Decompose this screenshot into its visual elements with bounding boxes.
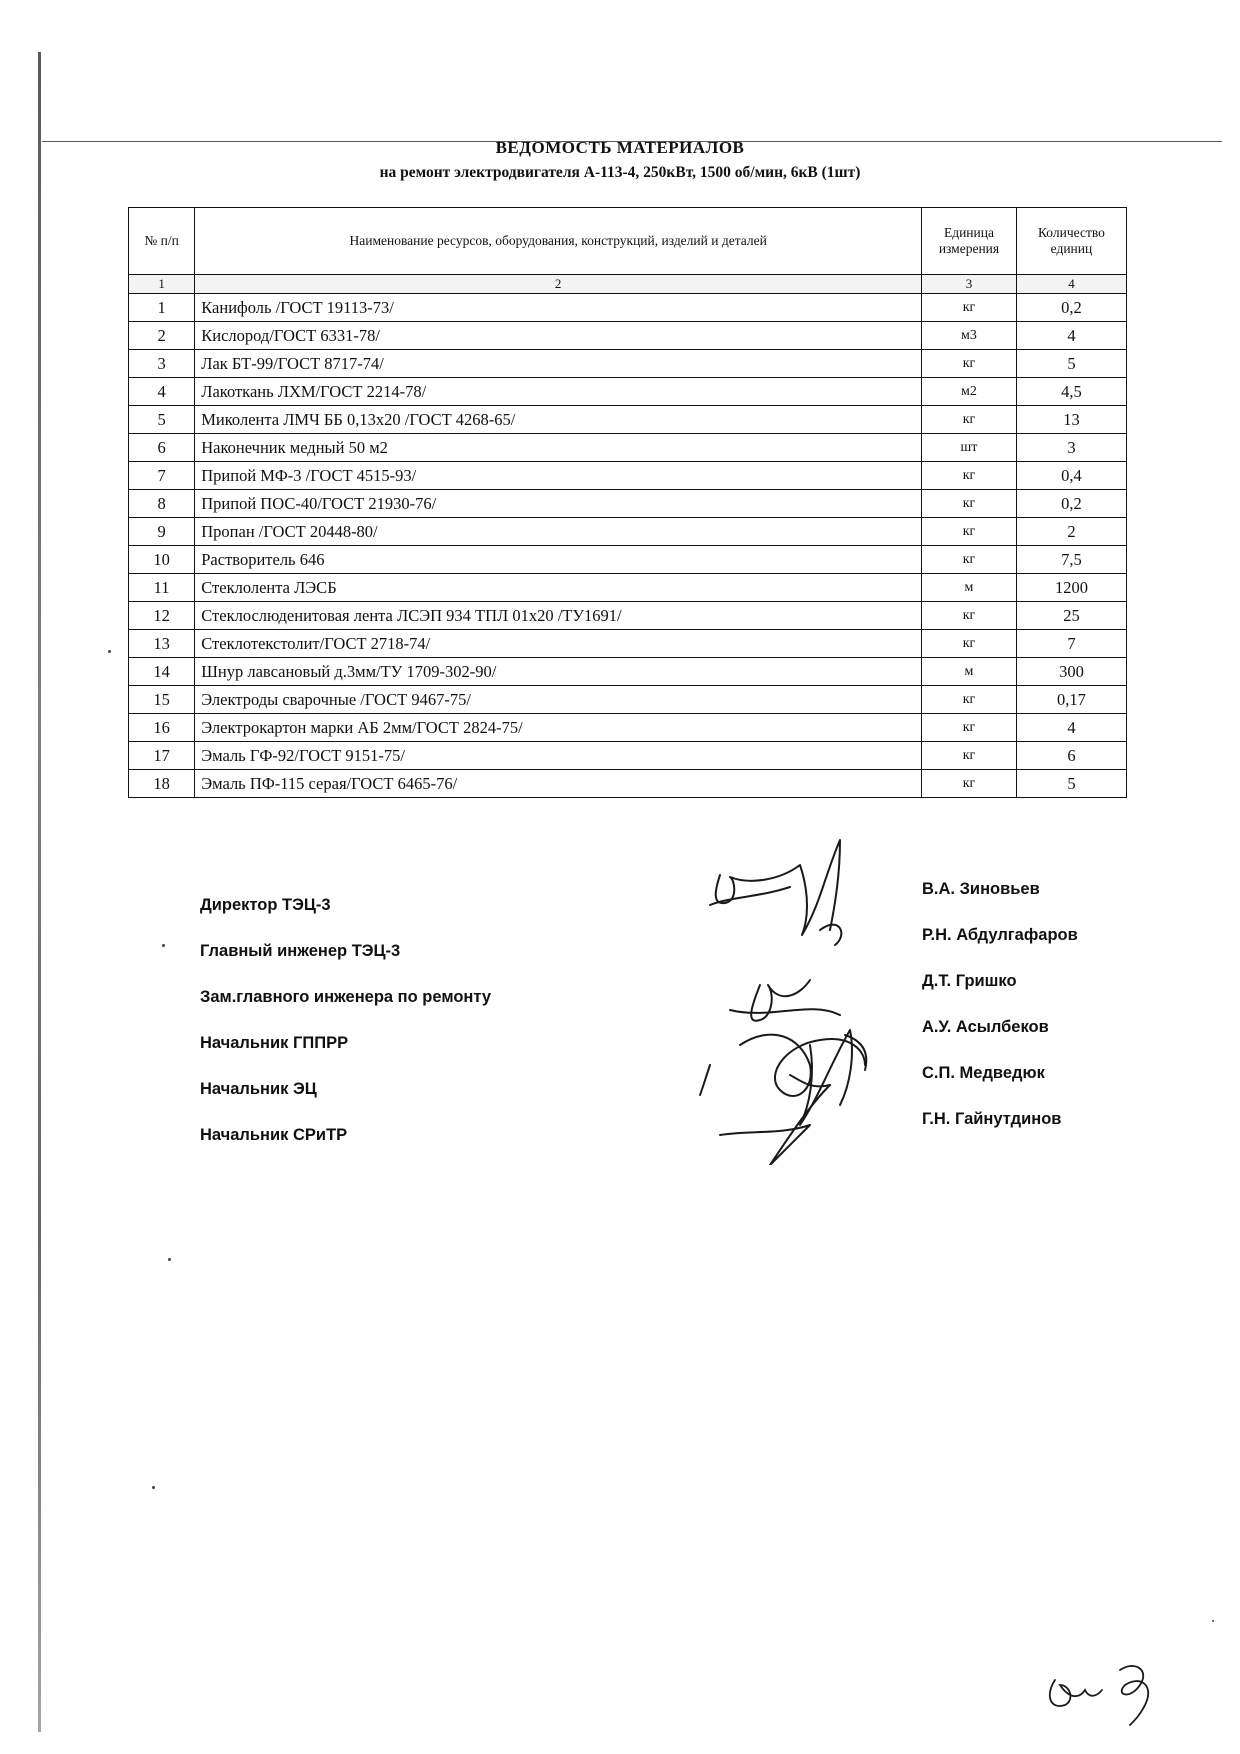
row-num: 14: [129, 658, 195, 686]
row-qty: 2: [1016, 518, 1126, 546]
table-header-row: [129, 208, 1127, 275]
column-number: 1: [129, 275, 195, 294]
signatory-name: В.А. Зиновьев: [922, 880, 1040, 898]
row-unit: кг: [922, 350, 1017, 378]
signatory-role: Начальник ЭЦ: [200, 1080, 317, 1098]
row-unit: кг: [922, 518, 1017, 546]
row-qty: 4: [1016, 322, 1126, 350]
row-qty: 5: [1016, 350, 1126, 378]
table-row: [129, 350, 1127, 378]
handwritten-initials-icon: [1040, 1650, 1180, 1730]
row-num: 7: [129, 462, 195, 490]
table-row: [129, 714, 1127, 742]
signatory-roles: [200, 882, 491, 1158]
row-qty: 5: [1016, 770, 1126, 798]
column-number-row: [129, 275, 1127, 294]
row-unit: кг: [922, 406, 1017, 434]
row-qty: 7: [1016, 630, 1126, 658]
row-unit: м: [922, 574, 1017, 602]
row-qty: 0,17: [1016, 686, 1126, 714]
row-name: Канифоль /ГОСТ 19113-73/: [195, 294, 922, 322]
row-num: 9: [129, 518, 195, 546]
table-row: [129, 490, 1127, 518]
row-qty: 3: [1016, 434, 1126, 462]
row-qty: 0,2: [1016, 490, 1126, 518]
table-row: [129, 378, 1127, 406]
row-name: Наконечник медный 50 м2: [195, 434, 922, 462]
row-num: 15: [129, 686, 195, 714]
row-qty: 0,4: [1016, 462, 1126, 490]
row-name: Шнур лавсановый д.3мм/ТУ 1709-302-90/: [195, 658, 922, 686]
signatory-role: Главный инженер ТЭЦ-3: [200, 942, 401, 960]
row-qty: 25: [1016, 602, 1126, 630]
signatory-name: Р.Н. Абдулгафаров: [922, 926, 1078, 944]
table-row: [129, 406, 1127, 434]
row-name: Эмаль ГФ-92/ГОСТ 9151-75/: [195, 742, 922, 770]
row-unit: кг: [922, 742, 1017, 770]
row-qty: 7,5: [1016, 546, 1126, 574]
row-num: 6: [129, 434, 195, 462]
handwritten-signatures-icon: [690, 835, 920, 1165]
table-row: [129, 770, 1127, 798]
signatory-role: Директор ТЭЦ-3: [200, 896, 331, 914]
row-name: Растворитель 646: [195, 546, 922, 574]
header-qty: Количество единиц: [1016, 208, 1126, 275]
row-num: 1: [129, 294, 195, 322]
table-row: [129, 686, 1127, 714]
row-unit: кг: [922, 490, 1017, 518]
row-name: Лакоткань ЛХМ/ГОСТ 2214-78/: [195, 378, 922, 406]
row-unit: м3: [922, 322, 1017, 350]
row-unit: кг: [922, 770, 1017, 798]
signatory-name: А.У. Асылбеков: [922, 1018, 1049, 1036]
row-name: Стеклослюденитовая лента ЛСЭП 934 ТПЛ 01х20 /ТУ1691/: [195, 602, 922, 630]
table-row: [129, 294, 1127, 322]
row-name: Электроды сварочные /ГОСТ 9467-75/: [195, 686, 922, 714]
table-row: [129, 546, 1127, 574]
row-qty: 6: [1016, 742, 1126, 770]
header-unit: Единица измерения: [922, 208, 1017, 275]
scan-edge-left: [38, 52, 41, 1732]
row-qty: 1200: [1016, 574, 1126, 602]
table-row: [129, 602, 1127, 630]
document-title: ВЕДОМОСТЬ МАТЕРИАЛОВ: [495, 138, 745, 157]
row-qty: 0,2: [1016, 294, 1126, 322]
row-num: 5: [129, 406, 195, 434]
column-number: 4: [1016, 275, 1126, 294]
row-num: 12: [129, 602, 195, 630]
scan-speck: [108, 650, 111, 653]
table-row: [129, 658, 1127, 686]
signatory-role: Начальник СРиТР: [200, 1126, 348, 1144]
signatory-name: С.П. Медведюк: [922, 1064, 1045, 1082]
row-unit: кг: [922, 602, 1017, 630]
materials-table: [128, 207, 1127, 798]
row-num: 3: [129, 350, 195, 378]
row-unit: кг: [922, 686, 1017, 714]
table-row: [129, 462, 1127, 490]
row-name: Припой МФ-3 /ГОСТ 4515-93/: [195, 462, 922, 490]
row-unit: шт: [922, 434, 1017, 462]
row-name: Лак БТ-99/ГОСТ 8717-74/: [195, 350, 922, 378]
row-qty: 4,5: [1016, 378, 1126, 406]
table-row: [129, 574, 1127, 602]
row-num: 8: [129, 490, 195, 518]
row-num: 16: [129, 714, 195, 742]
signatory-role: Зам.главного инженера по ремонту: [200, 988, 492, 1006]
column-number: 3: [922, 275, 1017, 294]
signatory-role: Начальник ГППРР: [200, 1034, 349, 1052]
scan-speck: [168, 1258, 171, 1261]
column-number: 2: [195, 275, 922, 294]
row-name: Пропан /ГОСТ 20448-80/: [195, 518, 922, 546]
row-num: 4: [129, 378, 195, 406]
row-name: Миколента ЛМЧ ББ 0,13х20 /ГОСТ 4268-65/: [195, 406, 922, 434]
row-name: Кислород/ГОСТ 6331-78/: [195, 322, 922, 350]
row-name: Припой ПОС-40/ГОСТ 21930-76/: [195, 490, 922, 518]
row-num: 11: [129, 574, 195, 602]
signatory-name: Г.Н. Гайнутдинов: [922, 1110, 1062, 1128]
header-num: № п/п: [129, 208, 195, 275]
document-subtitle: на ремонт электродвигателя А-113-4, 250кВт, 1500 об/мин, 6кВ (1шт): [379, 164, 861, 181]
row-name: Электрокартон марки АБ 2мм/ГОСТ 2824-75/: [195, 714, 922, 742]
row-name: Эмаль ПФ-115 серая/ГОСТ 6465-76/: [195, 770, 922, 798]
row-unit: кг: [922, 294, 1017, 322]
row-qty: 13: [1016, 406, 1126, 434]
table-row: [129, 518, 1127, 546]
row-num: 13: [129, 630, 195, 658]
header-name: Наименование ресурсов, оборудования, конструкций, изделий и деталей: [195, 208, 922, 275]
scan-speck: [1212, 1620, 1214, 1622]
row-num: 18: [129, 770, 195, 798]
row-unit: кг: [922, 546, 1017, 574]
row-unit: м2: [922, 378, 1017, 406]
signatory-names: [922, 866, 1078, 1142]
row-num: 17: [129, 742, 195, 770]
row-qty: 300: [1016, 658, 1126, 686]
table-row: [129, 322, 1127, 350]
row-qty: 4: [1016, 714, 1126, 742]
row-unit: кг: [922, 714, 1017, 742]
row-name: Стеклотекстолит/ГОСТ 2718-74/: [195, 630, 922, 658]
row-name: Стеклолента ЛЭСБ: [195, 574, 922, 602]
scan-speck: [162, 944, 165, 947]
row-unit: м: [922, 658, 1017, 686]
row-num: 2: [129, 322, 195, 350]
table-row: [129, 630, 1127, 658]
scan-speck: [152, 1486, 155, 1489]
signatory-name: Д.Т. Гришко: [922, 972, 1017, 990]
row-unit: кг: [922, 462, 1017, 490]
table-row: [129, 434, 1127, 462]
table-row: [129, 742, 1127, 770]
row-num: 10: [129, 546, 195, 574]
row-unit: кг: [922, 630, 1017, 658]
